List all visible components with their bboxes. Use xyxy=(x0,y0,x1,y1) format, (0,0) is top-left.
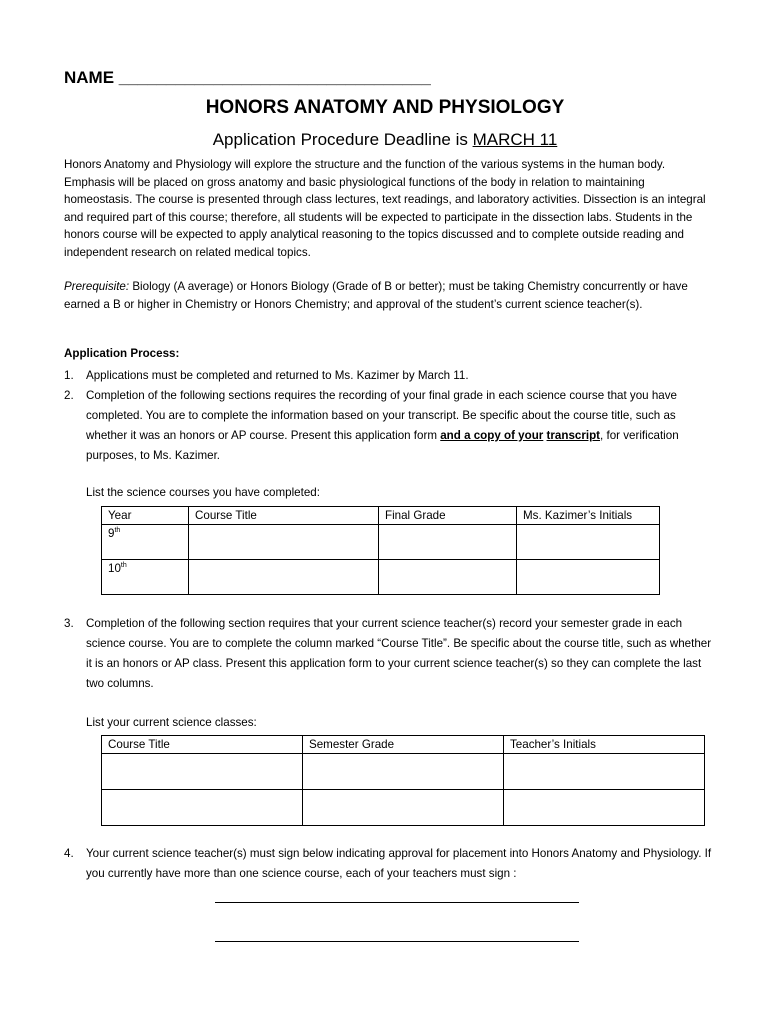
header-kazimer-initials: Ms. Kazimer’s Initials xyxy=(517,507,660,525)
header-course-title: Course Title xyxy=(189,507,379,525)
name-field-label: NAME _________________________________ xyxy=(64,68,431,87)
table-row xyxy=(102,790,705,826)
step-1-text: Applications must be completed and returned to Ms. Kazimer by March 11. xyxy=(86,369,469,382)
semester-grade-cell[interactable] xyxy=(303,790,504,826)
table-row xyxy=(102,525,660,560)
step-2 xyxy=(64,386,714,466)
step-2-text-a: Completion of the following sections requires the recording of your final grade in each science course that you have completed. You are to complete the information based on your transcript. Be specific about the course title, such as whether it was an honors or AP course. Present this application form xyxy=(86,389,677,442)
step-4 xyxy=(64,844,714,884)
completed-courses-label: List the science courses you have completed: xyxy=(86,486,320,499)
year-9-number: 9 xyxy=(108,527,115,540)
header-year: Year xyxy=(102,507,189,525)
course-title-cell[interactable] xyxy=(189,525,379,560)
prerequisite-label: Prerequisite: xyxy=(64,280,130,293)
course-title-cell[interactable] xyxy=(189,560,379,595)
year-9-suffix: th xyxy=(114,527,121,535)
deadline-subtitle xyxy=(0,130,770,150)
document-title: HONORS ANATOMY AND PHYSIOLOGY xyxy=(205,97,565,118)
step-2-emphasis-2: transcript xyxy=(546,429,601,442)
step-4-number: 4. xyxy=(64,847,74,860)
table-header-row xyxy=(102,507,660,525)
deadline-prefix: Application Procedure Deadline is xyxy=(212,130,473,149)
deadline-date: MARCH 11 xyxy=(472,130,558,149)
teacher-initials-cell[interactable] xyxy=(504,754,705,790)
teacher-signature-line[interactable] xyxy=(215,941,579,942)
year-10-suffix: th xyxy=(120,562,127,570)
header-semester-grade: Semester Grade xyxy=(303,736,504,754)
year-10-cell xyxy=(102,560,189,595)
teacher-signature-line[interactable] xyxy=(215,902,579,903)
step-1-number: 1. xyxy=(64,369,74,382)
step-1 xyxy=(64,366,714,386)
teacher-initials-cell[interactable] xyxy=(504,790,705,826)
step-2-number: 2. xyxy=(64,389,74,402)
year-10-number: 10 xyxy=(108,562,121,575)
step-3-number: 3. xyxy=(64,617,74,630)
step-3-text: Completion of the following section requires that your current science teacher(s) record your semester grade in each science course. You are to complete the column marked “Course Title”. Be specific about the course title, such as whether it is an honors or AP class. Present this application form to your current science teacher(s) so they can complete the last two columns. xyxy=(86,617,712,690)
initials-cell[interactable] xyxy=(517,560,660,595)
semester-grade-cell[interactable] xyxy=(303,754,504,790)
step-2-text xyxy=(86,386,714,466)
final-grade-cell[interactable] xyxy=(379,560,517,595)
header-final-grade: Final Grade xyxy=(379,507,517,525)
header-teacher-initials: Teacher’s Initials xyxy=(504,736,705,754)
step-3 xyxy=(64,614,714,694)
course-description: Honors Anatomy and Physiology will explore the structure and the function of the various systems in the human body. Emphasis will be placed on gross anatomy and basic physiological functions of the body in relation to maintaining homeostasis. The course is presented through class lectures, text readings, and laboratory activities. Dissection is an integral and required part of this course; therefore, all students will be expected to participate in the dissection labs. Students in the honors course will be expected to apply analytical reasoning to the topics discussed and to complete outside reading and independent research on related medical topics. xyxy=(64,158,706,259)
completed-courses-table xyxy=(101,506,660,595)
prerequisite-text: Biology (A average) or Honors Biology (Grade of B or better); must be taking Chemistry concurrently or have earned a B or higher in Chemistry or Honors Chemistry; and approval of the student’s current science teacher(s). xyxy=(64,280,688,311)
table-row xyxy=(102,560,660,595)
header-course-title: Course Title xyxy=(102,736,303,754)
course-title-cell[interactable] xyxy=(102,790,303,826)
current-classes-label: List your current science classes: xyxy=(86,716,257,729)
final-grade-cell[interactable] xyxy=(379,525,517,560)
course-title-cell[interactable] xyxy=(102,754,303,790)
current-classes-table xyxy=(101,735,705,826)
initials-cell[interactable] xyxy=(517,525,660,560)
step-2-text-b: , for verification purposes, to Ms. Kazimer. xyxy=(86,429,679,462)
application-process-heading: Application Process: xyxy=(64,347,180,360)
step-2-emphasis-1: and a copy of your xyxy=(440,429,544,442)
prerequisite-paragraph xyxy=(64,278,714,313)
table-row xyxy=(102,754,705,790)
step-4-text: Your current science teacher(s) must sign below indicating approval for placement into Honors Anatomy and Physiology. If you currently have more than one science course, each of your teachers must sign : xyxy=(86,847,712,880)
year-9-cell xyxy=(102,525,189,560)
table-header-row xyxy=(102,736,705,754)
